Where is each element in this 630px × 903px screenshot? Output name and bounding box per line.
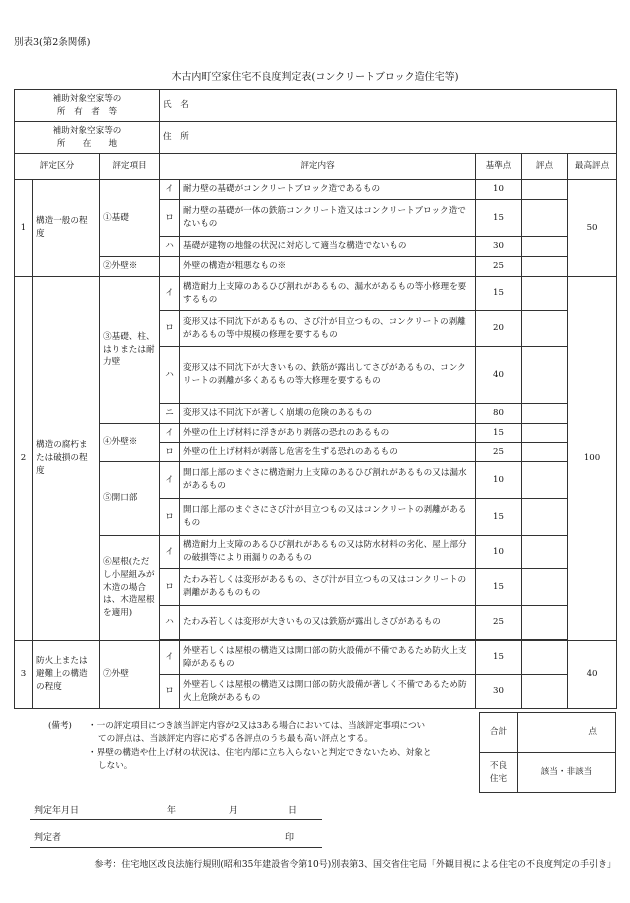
row-text: 構造耐力上支障のあるひび割れがあるもの、漏水があるもの等小修理を要するもの: [180, 277, 476, 311]
date-label: 判定年月日: [34, 806, 80, 816]
row-text: 外壁の仕上げ材料が剥落し危害を生ずる恐れのあるもの: [180, 443, 476, 462]
score-cell[interactable]: [522, 237, 568, 257]
col-item: 評定項目: [100, 154, 160, 180]
item-outer-wall: ②外壁※: [100, 257, 160, 277]
col-score: 評点: [522, 154, 568, 180]
row-text: 耐力壁の基礎がコンクリートブロック造であるもの: [180, 180, 476, 200]
location-value-cell[interactable]: [160, 122, 617, 154]
row-mark: イ: [160, 641, 180, 675]
assessment-table: [14, 89, 617, 709]
row-text: 基礎が建物の地盤の状況に対応して適当な構造でないもの: [180, 237, 476, 257]
row-mark: イ: [160, 277, 180, 311]
row-mark: イ: [160, 424, 180, 443]
row-text: 耐力壁の基礎が一体の鉄筋コンクリート造又はコンクリートブロック造でないもの: [180, 200, 476, 237]
item-structure: ③基礎、柱、はりまたは耐力壁: [100, 277, 160, 424]
cat3-name: 防火上または避難上の構造の程度: [33, 641, 100, 709]
cat1-max: 50: [568, 180, 617, 277]
judge-label: 判定者: [34, 833, 62, 843]
row-mark: [160, 257, 180, 277]
row-base: 15: [476, 424, 522, 443]
score-cell[interactable]: [522, 404, 568, 424]
row-mark: ロ: [160, 499, 180, 536]
score-cell[interactable]: [522, 347, 568, 404]
col-max: 最高評点: [568, 154, 617, 180]
row-text: 構造耐力上支障のあるひび割れがあるもの又は防水材料の劣化、屋上部分の破損等により雨漏りのあるもの: [180, 536, 476, 569]
row-mark: イ: [160, 180, 180, 200]
score-cell[interactable]: [522, 675, 568, 709]
score-cell[interactable]: [522, 311, 568, 347]
score-cell[interactable]: [522, 180, 568, 200]
row-base: 25: [476, 257, 522, 277]
item-fire-wall: ⑦外壁: [100, 641, 160, 709]
score-cell[interactable]: [522, 424, 568, 443]
row-text: 開口部上部のまぐさに構造耐力上支障のあるひび割れがあるもの又は漏水があるもの: [180, 462, 476, 499]
note-1: ・一の評定項目につき該当評定内容が2又は3ある場合においては、当該評定事項についての評点は、当該評定内容に応ずる各評点のうち最も高い評点とする。: [88, 721, 426, 745]
score-cell[interactable]: [522, 443, 568, 462]
score-cell[interactable]: [522, 536, 568, 569]
owner-value-cell[interactable]: [160, 90, 617, 122]
location-label-2: 所 在 地: [56, 138, 118, 149]
item-opening: ⑤開口部: [100, 462, 160, 536]
row-mark: ロ: [160, 311, 180, 347]
row-base: 25: [476, 606, 522, 640]
score-cell[interactable]: [522, 462, 568, 499]
row-base: 15: [476, 200, 522, 237]
row-text: 外壁若しくは屋根の構造又は開口部の防火設備が不備であるため防火上支障があるもの: [180, 641, 476, 675]
judge-seal: 印: [285, 833, 295, 843]
score-cell[interactable]: [522, 569, 568, 606]
judge-underline: [30, 847, 322, 848]
row-mark: ハ: [160, 237, 180, 257]
row-base: 25: [476, 443, 522, 462]
total-unit[interactable]: 点: [518, 713, 616, 753]
score-cell[interactable]: [522, 277, 568, 311]
location-label-1: 補助対象空家等の: [52, 125, 122, 136]
row-mark: イ: [160, 462, 180, 499]
owner-label-1: 補助対象空家等の: [52, 93, 122, 104]
row-mark: ロ: [160, 200, 180, 237]
row-text: 変形又は不同沈下が著しく崩壊の危険のあるもの: [180, 404, 476, 424]
row-mark: ハ: [160, 347, 180, 404]
row-text: たわみ若しくは変形があるもの、さび汁が目立つもの又はコンクリートの剥離があるものもの: [180, 569, 476, 606]
row-mark: ロ: [160, 443, 180, 462]
score-cell[interactable]: [522, 606, 568, 640]
location-label-cell: [15, 122, 160, 154]
row-mark: ハ: [160, 606, 180, 640]
score-cell[interactable]: [522, 257, 568, 277]
row-base: 20: [476, 311, 522, 347]
reference: 参考：住宅地区改良法施行規則(昭和35年建設省令第10号)別表第3、国交省住宅局「外観目視による住宅の不良度判定の手引き」: [94, 860, 616, 870]
date-year: 年: [167, 806, 177, 816]
cat3-max: 40: [568, 641, 617, 709]
document-title: 木古内町空家住宅不良度判定表(コンクリートブロック造住宅等): [171, 72, 459, 83]
cat3-number: 3: [15, 641, 33, 709]
cat1-name: 構造一般の程度: [33, 180, 100, 277]
item-roof: ⑥屋根(ただし小屋組みが木造の場合は、木造屋根を適用): [100, 536, 160, 641]
row-mark: ロ: [160, 675, 180, 709]
defect-label-text: 不良住宅: [489, 760, 508, 784]
defect-label: [480, 753, 518, 793]
date-month: 月: [229, 806, 239, 816]
notes-label: (備考): [48, 721, 72, 731]
item-outer-finish: ④外壁※: [100, 424, 160, 462]
col-content: 評定内容: [160, 154, 476, 180]
defect-value[interactable]: 該当・非該当: [518, 753, 616, 793]
date-line: [34, 803, 79, 816]
col-base: 基準点: [476, 154, 522, 180]
row-base: 30: [476, 237, 522, 257]
row-text: 変形又は不同沈下があるもの、さび汁が目立つもの、コンクリートの剥離があるもの等中規模の修理を要するもの: [180, 311, 476, 347]
cat2-name: 構造の腐朽または破損の程度: [33, 277, 100, 641]
row-base: 30: [476, 675, 522, 709]
row-base: 80: [476, 404, 522, 424]
row-text: たわみ若しくは変形が大きいもの又は鉄筋が露出しさびがあるもの: [180, 606, 476, 640]
date-day: 日: [288, 806, 298, 816]
row-base: 15: [476, 499, 522, 536]
row-text: 外壁の構造が粗悪なもの※: [180, 257, 476, 277]
cat2-max: 100: [568, 277, 617, 641]
owner-name-label: 氏 名: [163, 100, 189, 111]
score-cell[interactable]: [522, 499, 568, 536]
row-base: 10: [476, 462, 522, 499]
cat1-number: 1: [15, 180, 33, 277]
row-base: 10: [476, 536, 522, 569]
summary-table: [479, 712, 616, 793]
owner-label-cell: [15, 90, 160, 122]
date-underline: [30, 819, 322, 820]
col-category: 評定区分: [15, 154, 100, 180]
document-heading: 別表3(第2条関係): [14, 37, 91, 48]
score-cell[interactable]: [522, 641, 568, 675]
score-cell[interactable]: [522, 200, 568, 237]
row-mark: ニ: [160, 404, 180, 424]
row-text: 外壁の仕上げ材料に浮きがあり剥落の恐れのあるもの: [180, 424, 476, 443]
row-base: 15: [476, 569, 522, 606]
row-mark: ロ: [160, 569, 180, 606]
row-base: 40: [476, 347, 522, 404]
row-text: 変形又は不同沈下が大きいもの、鉄筋が露出してさびがあるもの、コンクリートの剥離が多くあるもの等大修理を要するもの: [180, 347, 476, 404]
row-base: 15: [476, 641, 522, 675]
address-label: 住 所: [163, 132, 189, 143]
total-label: 合計: [480, 713, 518, 753]
row-mark: イ: [160, 536, 180, 569]
row-base: 10: [476, 180, 522, 200]
row-base: 15: [476, 277, 522, 311]
cat2-number: 2: [15, 277, 33, 641]
item-foundation: ①基礎: [100, 180, 160, 257]
note-2: ・界壁の構造や仕上げ材の状況は、住宅内部に立ち入らないと判定できないため、対象としない。: [88, 747, 432, 771]
owner-label-2: 所 有 者 等: [56, 106, 118, 117]
row-text: 開口部上部のまぐさにさび汁が目立つもの又はコンクリートの剥離があるもの: [180, 499, 476, 536]
row-text: 外壁若しくは屋根の構造又は開口部の防火設備が著しく不備であるため防火上危険があるもの: [180, 675, 476, 709]
